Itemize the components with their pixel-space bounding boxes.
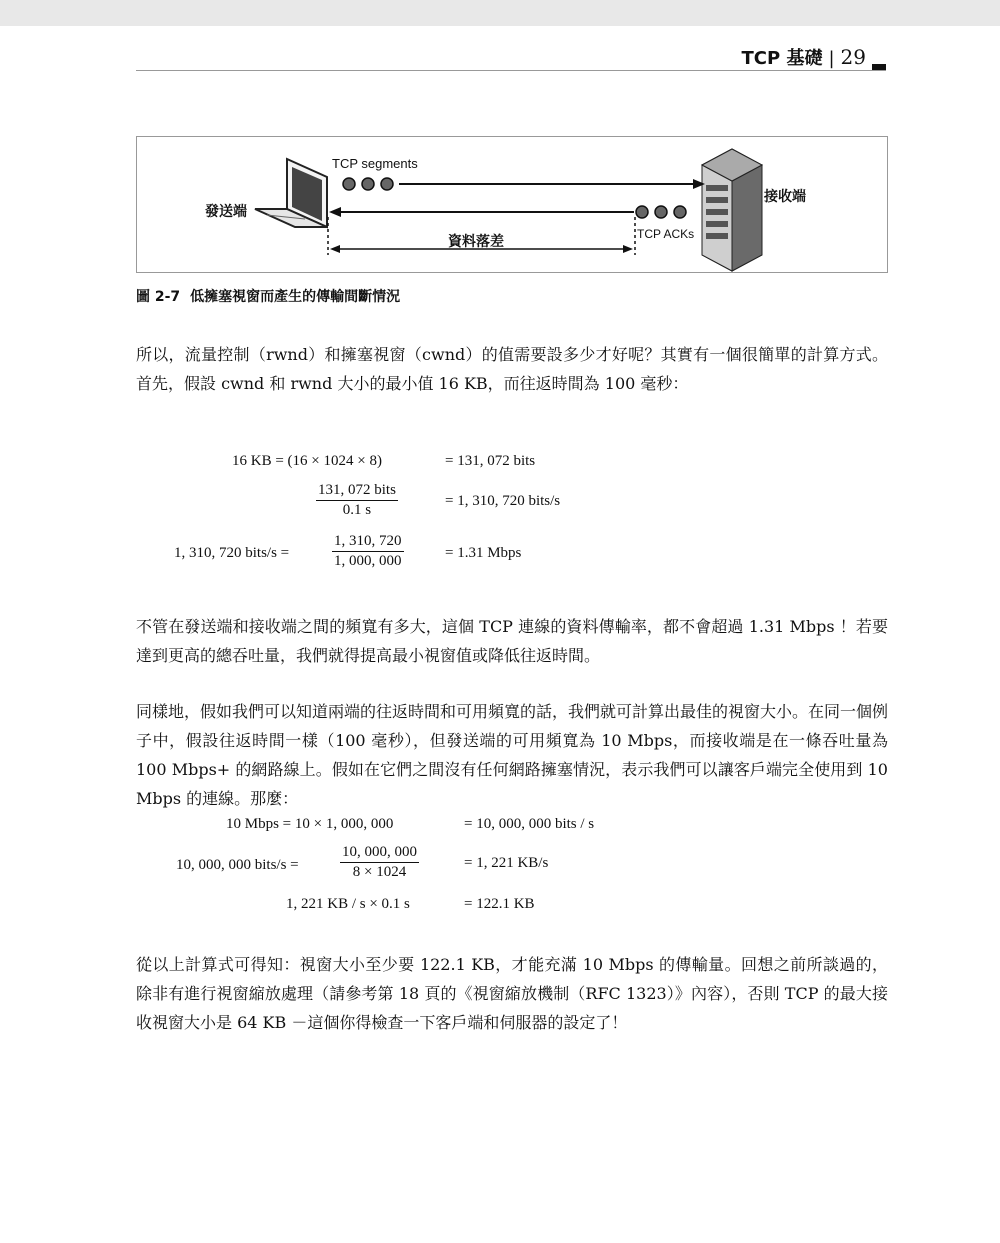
chapter-title: TCP 基礎 xyxy=(741,48,823,69)
header-thumb-mark xyxy=(872,64,886,70)
paragraph-3: 同樣地，假如我們可以知道兩端的往返時間和可用頻寬的話，我們就可計算出最佳的視窗大小。在同一個例子中，假設往返時間一樣（100 毫秒），但發送端的可用頻寬為 10 Mbps，而接收端是在一條吞吐量為 100 Mbps+ 的網路線上。假如在它們之間沒有任何網路擁塞情況，表示我們可以讓客戶端完全使用到 10 Mbps 的連線。那麼： xyxy=(136,702,889,808)
gap-label: 資料落差 xyxy=(448,234,504,250)
eq2-row2-left: 10, 000, 000 bits/s = xyxy=(176,857,299,873)
acks-label: TCP ACKs xyxy=(637,227,695,241)
paragraph-4: 從以上計算式可得知：視窗大小至少要 122.1 KB，才能充滿 10 Mbps 的傳輸量。回想之前所談過的，除非有進行視窗縮放處理（請參考第 18 頁的《視窗縮放機制（RFC 1323）》內容），否則 TCP 的最大接收視窗大小是 64 KB －這個你得檢查一下客戶端和伺服器的設定了！ xyxy=(136,955,888,1032)
eq2-row3-left: 1, 221 KB / s × 0.1 s xyxy=(286,896,410,912)
eq1-row3-numerator: 1, 310, 720 xyxy=(332,533,404,552)
paragraph-2: 不管在發送端和接收端之間的頻寬有多大，這個 TCP 連線的資料傳輸率，都不會超過 1.31 Mbps ！若要達到更高的總吞吐量，我們就得提高最小視窗值或降低往返時間。 xyxy=(136,617,888,665)
segments-label: TCP segments xyxy=(332,156,418,171)
eq1-row1-left: 16 KB = (16 × 1024 × 8) xyxy=(232,453,382,469)
eq1-row2-right: = 1, 310, 720 bits/s xyxy=(445,493,561,509)
caption-text: 低擁塞視窗而產生的傳輸間斷情況 xyxy=(190,289,401,305)
paragraph-1: 所以，流量控制（rwnd）和擁塞視窗（cwnd）的值需要設多少才好呢？其實有一個很簡單的計算方式。首先，假設 cwnd 和 rwnd 大小的最小值 16 KB，而往返時間為 100 毫秒： xyxy=(136,345,888,393)
eq2-row1-left: 10 Mbps = 10 × 1, 000, 000 xyxy=(226,816,394,832)
page-number: 29 xyxy=(840,45,866,69)
sender-label: 發送端 xyxy=(205,204,247,220)
eq1-row3-fraction xyxy=(332,533,404,570)
eq1-row2-denominator: 0.1 s xyxy=(342,502,372,518)
eq2-row2-numerator: 10, 000, 000 xyxy=(340,844,419,863)
eq2-row3-right: = 122.1 KB xyxy=(464,896,535,912)
figure-caption xyxy=(136,286,400,306)
eq2-row2-right: = 1, 221 KB/s xyxy=(464,855,549,871)
eq1-row2-fraction xyxy=(316,482,398,519)
server-icon xyxy=(702,149,762,271)
eq2-row1-right: = 10, 000, 000 bits / s xyxy=(464,816,595,832)
tcp-gap-diagram xyxy=(137,137,887,272)
figure-2-7 xyxy=(136,136,888,273)
eq1-row1-right: = 131, 072 bits xyxy=(445,453,536,469)
eq1-row2-numerator: 131, 072 bits xyxy=(316,482,398,501)
header-separator: | xyxy=(828,48,835,69)
laptop-icon xyxy=(255,159,327,227)
segments-arrow xyxy=(343,178,705,190)
eq1-row3-left: 1, 310, 720 bits/s = xyxy=(174,545,290,561)
eq1-row3-denominator: 1, 000, 000 xyxy=(334,553,402,569)
eq2-row2-denominator: 8 × 1024 xyxy=(352,864,407,880)
receiver-label: 接收端 xyxy=(764,189,806,205)
running-head xyxy=(742,44,866,70)
eq2-row2-fraction xyxy=(340,844,419,881)
acks-arrow xyxy=(329,206,686,218)
page-header xyxy=(136,40,886,71)
caption-number: 圖 2-7 xyxy=(136,289,181,305)
eq1-row3-right: = 1.31 Mbps xyxy=(445,545,522,561)
